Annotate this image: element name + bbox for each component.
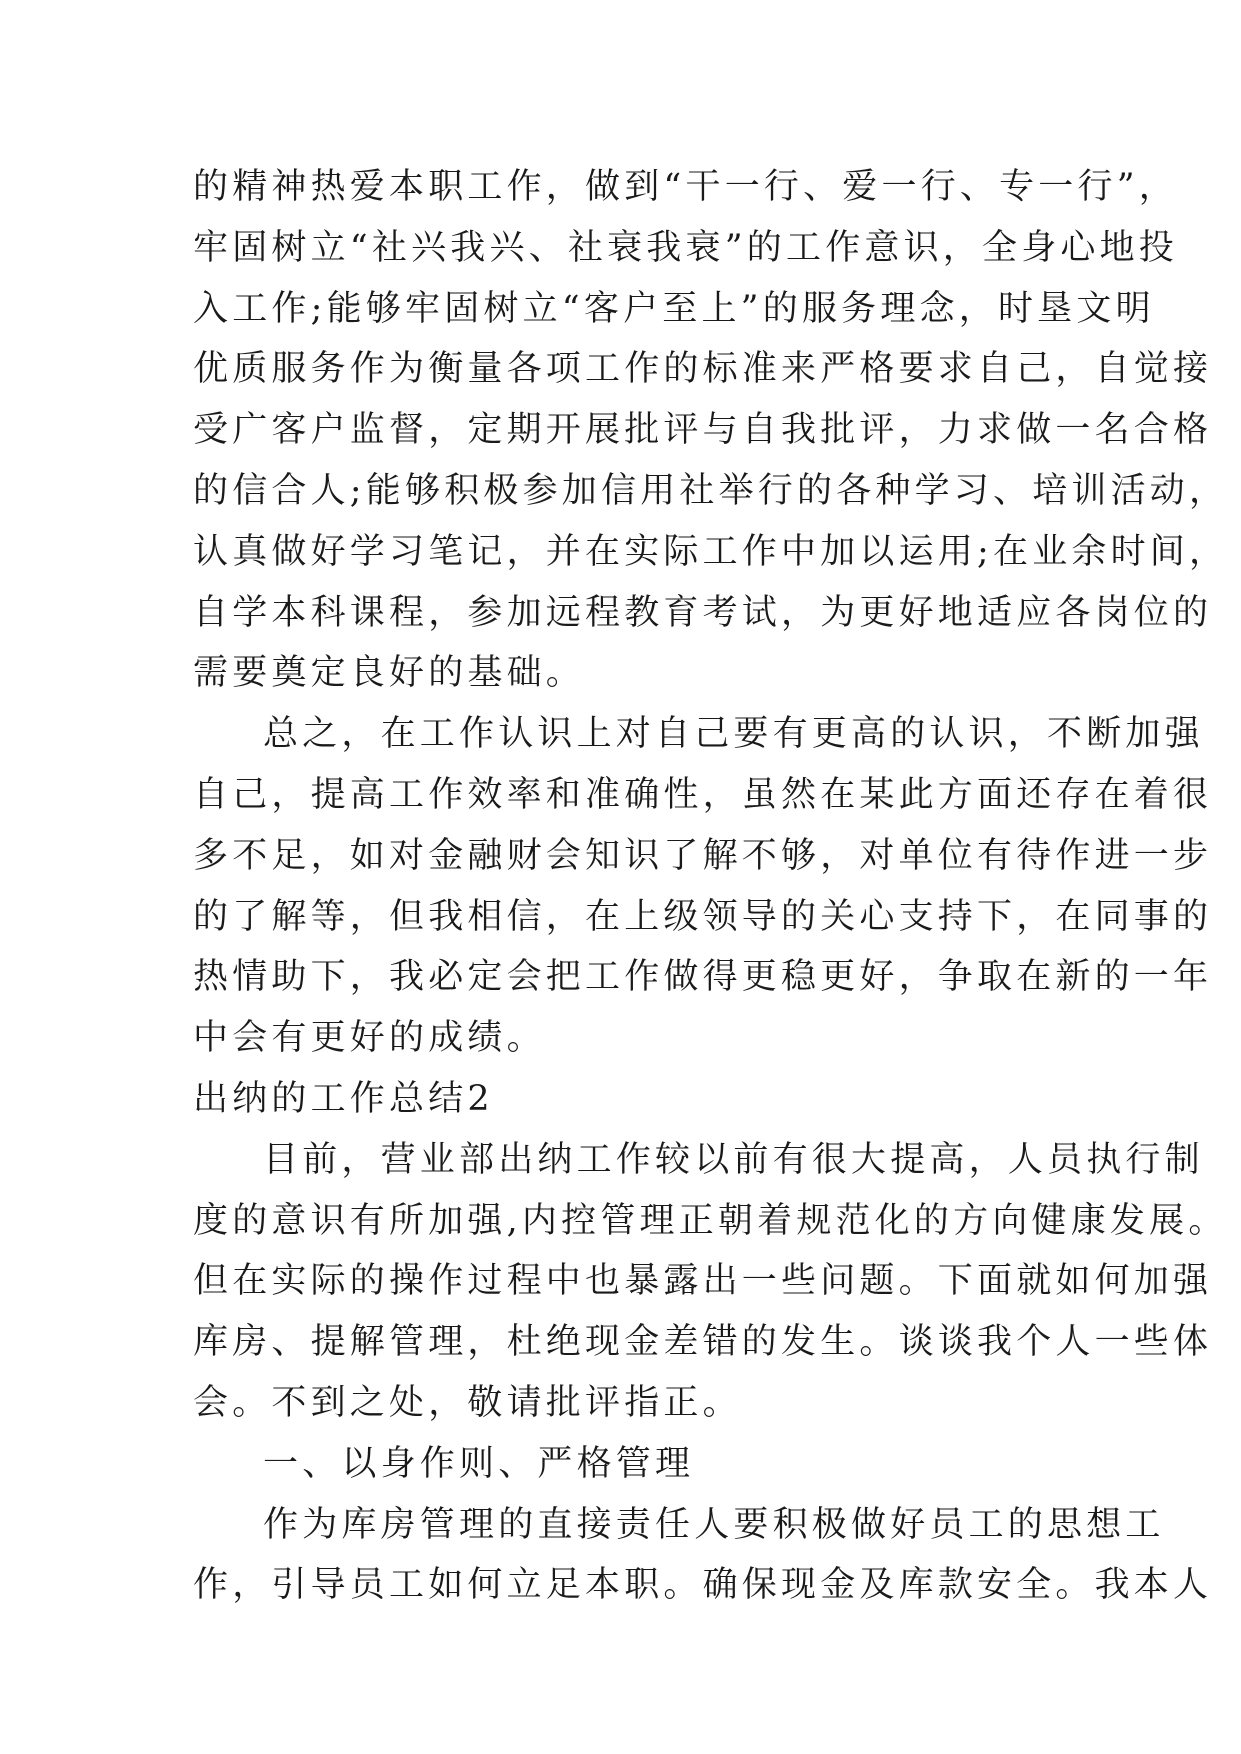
body-text	[193, 157, 1229, 1616]
paragraph-start-line: 总之，在工作认识上对自己要有更高的认识，不断加强	[263, 714, 1204, 755]
text-line: 需要奠定良好的基础。	[193, 653, 586, 694]
text-line: 热情助下，我必定会把工作做得更稳更好，争取在新的一年	[193, 957, 1213, 998]
text-line: 的精神热爱本职工作，做到“干一行、爱一行、专一行”，	[193, 167, 1178, 207]
text-line: 多不足，如对金融财会知识了解不够，对单位有待作进一步	[193, 835, 1213, 876]
text-line: 的了解等，但我相信，在上级领导的关心支持下，在同事的	[193, 896, 1213, 937]
section-heading: 出纳的工作总结2	[193, 1078, 494, 1119]
text-line: 度的意识有所加强,内控管理正朝着规范化的方向健康发展。	[193, 1200, 1228, 1241]
text-line: 中会有更好的成绩。	[193, 1018, 546, 1059]
paragraph-start-line: 目前，营业部出纳工作较以前有很大提高，人员执行制	[263, 1139, 1204, 1180]
text-line: 自学本科课程，参加远程教育考试，为更好地适应各岗位的	[193, 592, 1213, 633]
text-line: 受广客户监督，定期开展批评与自我批评，力求做一名合格	[193, 410, 1213, 451]
text-line: 认真做好学习笔记，并在实际工作中加以运用;在业余时间，	[193, 531, 1229, 572]
text-line: 牢固树立“社兴我兴、社衰我衰”的工作意识，全身心地投	[193, 227, 1178, 268]
text-line: 优质服务作为衡量各项工作的标准来严格要求自己，自觉接	[193, 349, 1213, 390]
text-line: 但在实际的操作过程中也暴露出一些问题。下面就如何加强	[193, 1261, 1213, 1302]
subsection-heading: 一、以身作则、严格管理	[263, 1443, 695, 1484]
text-line: 会。不到之处，敬请批评指正。	[193, 1382, 742, 1423]
text-line: 入工作;能够牢固树立“客户至上”的服务理念，时垦文明	[193, 288, 1155, 329]
paragraph-start-line: 作为库房管理的直接责任人要积极做好员工的思想工	[263, 1504, 1165, 1545]
text-line: 的信合人;能够积极参加信用社举行的各种学习、培训活动，	[193, 470, 1229, 511]
text-line: 自己，提高工作效率和准确性，虽然在某此方面还存在着很	[193, 774, 1213, 815]
text-line: 作，引导员工如何立足本职。确保现金及库款安全。我本人	[193, 1565, 1213, 1606]
text-line: 库房、提解管理，杜绝现金差错的发生。谈谈我个人一些体	[193, 1322, 1213, 1363]
